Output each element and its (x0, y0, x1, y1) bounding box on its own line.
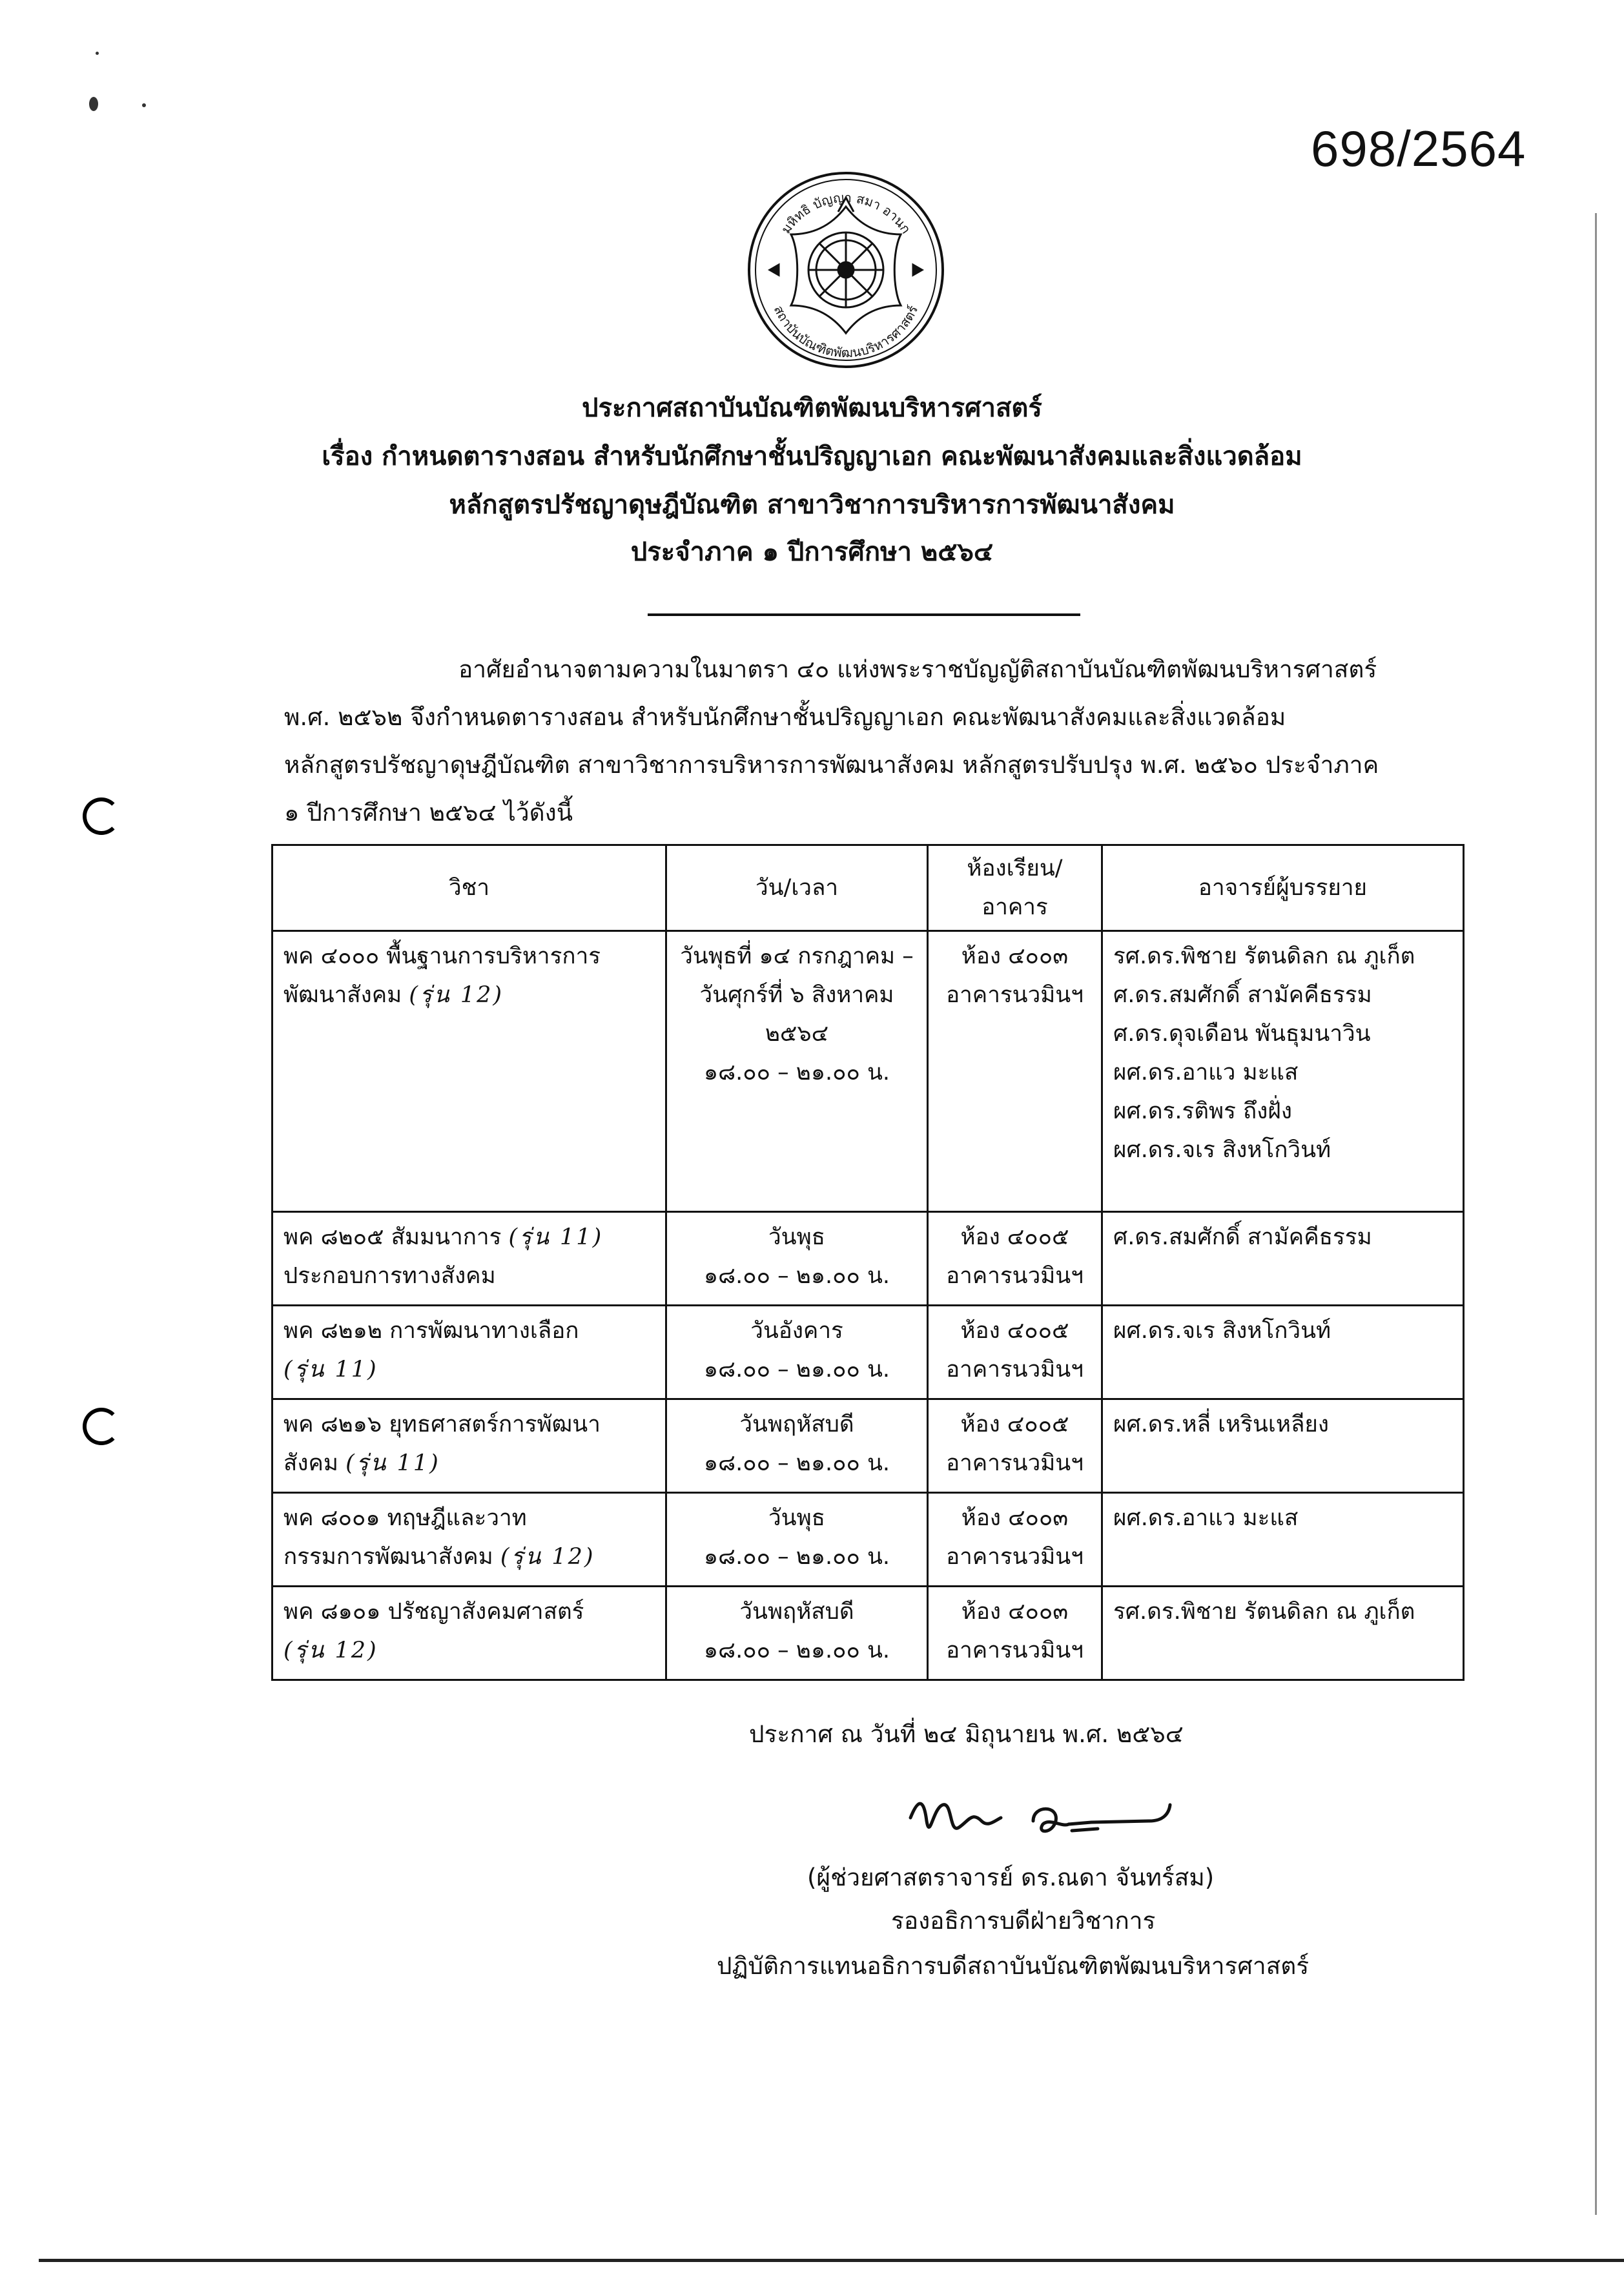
subject-code-title: พค ๘๒๐๕ สัมมนาการ (283, 1224, 502, 1250)
instructor-name: ผศ.ดร.จเร สิงหโกวินท์ (1113, 1318, 1331, 1344)
subject-code-title: พค ๘๒๑๒ การพัฒนาทางเลือก (283, 1318, 579, 1344)
time-line: ๑๘.๐๐ – ๒๑.๐๐ น. (703, 1263, 890, 1289)
time-line: วันพุธ (768, 1505, 825, 1531)
instructor-name: รศ.ดร.พิชาย รัตนดิลก ณ ภูเก็ต (1113, 1599, 1415, 1625)
room-number: ห้อง ๔๐๐๓ (961, 1505, 1069, 1531)
signatory-acting-position: ปฏิบัติการแทนอธิการบดีสถาบันบัณฑิตพัฒนบริหารศาสตร์ (717, 1952, 1310, 1980)
subject-cell (272, 1399, 666, 1493)
body-paragraph (284, 646, 1459, 694)
punch-hole (83, 797, 120, 835)
table-row (272, 1399, 1464, 1493)
room-cell (928, 931, 1102, 1212)
cohort-note: (รุ่น 12) (283, 1638, 378, 1663)
signatory-position: รองอธิการบดีฝ่ายวิชาการ (891, 1907, 1156, 1935)
dharma-wheel-seal-icon (743, 167, 949, 373)
scan-speck (96, 52, 99, 55)
time-line: ๑๘.๐๐ – ๒๑.๐๐ น. (703, 1357, 890, 1383)
announcement-semester: ประจำภาค ๑ ปีการศึกษา ๒๕๖๔ (630, 537, 994, 567)
scan-speck (89, 97, 98, 111)
subject-code-title: พค ๘๑๐๑ ปรัชญาสังคมศาสตร์ (283, 1599, 584, 1625)
room-cell (928, 1306, 1102, 1399)
header-room (928, 845, 1102, 931)
header-divider (648, 613, 1080, 616)
instructor-cell (1102, 1212, 1464, 1306)
table-row (272, 1493, 1464, 1587)
datetime-cell (666, 1399, 928, 1493)
time-line: ๑๘.๐๐ – ๒๑.๐๐ น. (703, 1638, 890, 1663)
body-line-2: พ.ศ. ๒๕๖๒ จึงกำหนดตารางสอน สำหรับนักศึกษาชั้นปริญญาเอก คณะพัฒนาสังคมและสิ่งแวดล้อม (284, 703, 1286, 731)
building-name: อาคารนวมินฯ (946, 1544, 1084, 1570)
time-line: วันพุธ (768, 1224, 825, 1250)
scan-edge-right (1595, 213, 1597, 2215)
header-room-line-2: อาคาร (982, 894, 1048, 920)
instructor-cell (1102, 931, 1464, 1212)
subject-code-title: พค ๘๒๑๖ ยุทธศาสตร์การพัฒนา (283, 1412, 601, 1437)
instructor-cell (1102, 1399, 1464, 1493)
instructor-cell (1102, 1306, 1464, 1399)
announcement-subject: เรื่อง กำหนดตารางสอน สำหรับนักศึกษาชั้นปริญญาเอก คณะพัฒนาสังคมและสิ่งแวดล้อม (322, 442, 1302, 471)
table-row (272, 1212, 1464, 1306)
instructor-name: ศ.ดร.สมศักดิ์ สามัคคีธรรม (1113, 982, 1372, 1008)
announcement-program: หลักสูตรปรัชญาดุษฎีบัณฑิต สาขาวิชาการบริหารการพัฒนาสังคม (449, 490, 1175, 520)
subject-title-cont: พัฒนาสังคม (283, 982, 402, 1008)
instructor-name: ผศ.ดร.อาแว มะแส (1113, 1060, 1299, 1085)
room-cell (928, 1493, 1102, 1587)
room-cell (928, 1212, 1102, 1306)
scan-speck (142, 103, 146, 107)
table-row (272, 1306, 1464, 1399)
time-line: วันอังคาร (750, 1318, 843, 1344)
announcement-title: ประกาศสถาบันบัณฑิตพัฒนบริหารศาสตร์ (582, 393, 1042, 423)
room-number: ห้อง ๔๐๐๓ (961, 943, 1069, 969)
room-cell (928, 1399, 1102, 1493)
body-line-3: หลักสูตรปรัชญาดุษฎีบัณฑิต สาขาวิชาการบริหารการพัฒนาสังคม หลักสูตรปรับปรุง พ.ศ. ๒๕๖๐ ประจำภาค (284, 751, 1379, 779)
scan-edge-bottom (39, 2259, 1624, 2262)
cohort-note: (รุ่น 11) (283, 1357, 378, 1383)
subject-cell (272, 1493, 666, 1587)
time-line: ๑๘.๐๐ – ๒๑.๐๐ น. (703, 1544, 890, 1570)
room-number: ห้อง ๔๐๐๓ (961, 1599, 1069, 1625)
table-row (272, 931, 1464, 1212)
time-line: ๑๘.๐๐ – ๒๑.๐๐ น. (703, 1060, 890, 1085)
schedule-table (271, 844, 1465, 1681)
datetime-cell (666, 1212, 928, 1306)
datetime-cell (666, 1306, 928, 1399)
seal-top-text: มหิทธิ บัญญา สมา อานก (777, 189, 914, 237)
datetime-cell (666, 1493, 928, 1587)
time-line: ๒๕๖๔ (765, 1021, 829, 1047)
building-name: อาคารนวมินฯ (946, 1638, 1084, 1663)
instructor-name: ศ.ดร.สมศักดิ์ สามัคคีธรรม (1113, 1224, 1372, 1250)
body-line-4: ๑ ปีการศึกษา ๒๕๖๔ ไว้ดังนี้ (284, 799, 573, 827)
instructor-name: ผศ.ดร.หลี่ เหรินเหลียง (1113, 1412, 1329, 1437)
cohort-note: (รุ่น 12) (409, 982, 504, 1008)
room-number: ห้อง ๔๐๐๕ (960, 1412, 1069, 1437)
building-name: อาคารนวมินฯ (946, 1450, 1084, 1476)
punch-hole (83, 1408, 120, 1445)
subject-cell (272, 1306, 666, 1399)
handwritten-signature-icon (904, 1782, 1208, 1853)
subject-title-cont: ประกอบการทางสังคม (283, 1263, 496, 1289)
signatory-name: (ผู้ช่วยศาสตราจารย์ ดร.ณดา จันทร์สม) (807, 1864, 1215, 1891)
cohort-note: (รุ่น 12) (500, 1544, 595, 1570)
building-name: อาคารนวมินฯ (946, 982, 1084, 1008)
subject-cell (272, 1212, 666, 1306)
header-datetime: วัน/เวลา (666, 845, 928, 931)
instructor-name: ศ.ดร.ดุจเดือน พันธุมนาวิน (1113, 1021, 1371, 1047)
instructor-name: ผศ.ดร.รติพร ถึงฝั่ง (1113, 1098, 1292, 1124)
header-instructor: อาจารย์ผู้บรรยาย (1102, 845, 1464, 931)
building-name: อาคารนวมินฯ (946, 1357, 1084, 1383)
subject-code-title: พค ๔๐๐๐ พื้นฐานการบริหารการ (283, 943, 601, 969)
instructor-name: ผศ.ดร.อาแว มะแส (1113, 1505, 1299, 1531)
subject-cell (272, 1587, 666, 1680)
time-line: วันพฤหัสบดี (739, 1599, 854, 1625)
cohort-note: (รุ่น 11) (508, 1224, 604, 1250)
table-header-row (272, 845, 1464, 931)
time-line: ๑๘.๐๐ – ๒๑.๐๐ น. (703, 1450, 890, 1476)
instructor-name: ผศ.ดร.จเร สิงหโกวินท์ (1113, 1137, 1331, 1163)
header-subject: วิชา (272, 845, 666, 931)
instructor-name: รศ.ดร.พิชาย รัตนดิลก ณ ภูเก็ต (1113, 943, 1415, 969)
subject-title-cont: สังคม (283, 1450, 338, 1476)
time-line: วันพุธที่ ๑๔ กรกฎาคม – (680, 943, 914, 969)
subject-title-cont: กรรมการพัฒนาสังคม (283, 1544, 493, 1570)
building-name: อาคารนวมินฯ (946, 1263, 1084, 1289)
subject-code-title: พค ๘๐๐๑ ทฤษฎีและวาท (283, 1505, 527, 1531)
datetime-cell (666, 931, 928, 1212)
subject-cell (272, 931, 666, 1212)
instructor-cell (1102, 1493, 1464, 1587)
room-cell (928, 1587, 1102, 1680)
announcement-date: ประกาศ ณ วันที่ ๒๔ มิถุนายน พ.ศ. ๒๕๖๔ (749, 1720, 1184, 1748)
room-number: ห้อง ๔๐๐๕ (960, 1318, 1069, 1344)
time-line: วันศุกร์ที่ ๖ สิงหาคม (699, 982, 894, 1008)
body-line-1: อาศัยอำนาจตามความในมาตรา ๔๐ แห่งพระราชบัญญัติสถาบันบัณฑิตพัฒนบริหารศาสตร์ (458, 655, 1377, 683)
cohort-note: (รุ่น 11) (345, 1450, 440, 1476)
header-room-line-1: ห้องเรียน/ (967, 856, 1063, 881)
time-line: วันพฤหัสบดี (739, 1412, 854, 1437)
document-number: 698/2564 (1311, 120, 1526, 177)
datetime-cell (666, 1587, 928, 1680)
seal-bottom-text: สถาบันบัณฑิตพัฒนบริหารศาสตร์ (770, 303, 921, 361)
instructor-cell (1102, 1587, 1464, 1680)
room-number: ห้อง ๔๐๐๕ (960, 1224, 1069, 1250)
table-row (272, 1587, 1464, 1680)
